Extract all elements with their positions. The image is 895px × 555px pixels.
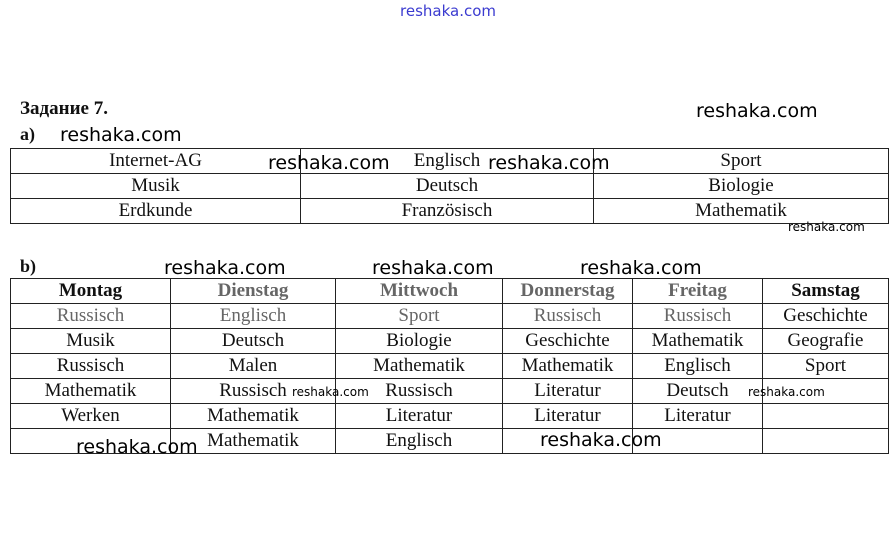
table-cell: Mathematik	[336, 354, 503, 379]
table-cell: Mathematik	[171, 404, 336, 429]
table-cell: Englisch	[336, 429, 503, 454]
table-cell: Russisch	[171, 379, 336, 404]
watermark: reshaka.com	[292, 385, 369, 399]
header-cell: Mittwoch	[336, 279, 503, 304]
watermark: reshaka.com	[76, 436, 198, 458]
watermark: reshaka.com	[540, 429, 662, 451]
table-cell: Sport	[763, 354, 889, 379]
watermark: reshaka.com	[696, 100, 818, 122]
table-cell: Mathematik	[633, 329, 763, 354]
table-cell: Mathematik	[11, 379, 171, 404]
header-cell: Montag	[11, 279, 171, 304]
table-cell: Erdkunde	[11, 199, 301, 224]
table-cell: Russisch	[336, 379, 503, 404]
watermark-top[interactable]: reshaka.com	[400, 2, 496, 20]
table-header-row	[11, 279, 889, 304]
header-cell: Dienstag	[171, 279, 336, 304]
table-cell: Werken	[11, 404, 171, 429]
table-cell: Englisch	[301, 149, 594, 174]
table-cell: Russisch	[11, 304, 171, 329]
header-cell: Freitag	[633, 279, 763, 304]
table-cell: Mathematik	[171, 429, 336, 454]
table-cell: Literatur	[336, 404, 503, 429]
watermark: reshaka.com	[488, 152, 610, 174]
table-cell: Biologie	[594, 174, 889, 199]
table-part-a	[10, 148, 889, 224]
table-cell: Mathematik	[594, 199, 889, 224]
table-cell: Französisch	[301, 199, 594, 224]
table-row	[11, 199, 889, 224]
table-cell: Biologie	[336, 329, 503, 354]
table-cell: Literatur	[503, 379, 633, 404]
table-cell: Literatur	[503, 404, 633, 429]
header-cell: Donnerstag	[503, 279, 633, 304]
part-a-label: а)	[20, 124, 35, 144]
watermark: reshaka.com	[372, 257, 494, 279]
task-title: Задание 7.	[20, 98, 108, 119]
table-cell: Deutsch	[633, 379, 763, 404]
table-cell: Musik	[11, 329, 171, 354]
table-cell: Internet-AG	[11, 149, 301, 174]
table-part-b	[10, 278, 889, 454]
watermark: reshaka.com	[748, 385, 825, 399]
watermark: reshaka.com	[164, 257, 286, 279]
table-cell: Sport	[336, 304, 503, 329]
watermark: reshaka.com	[60, 124, 182, 146]
table-row	[11, 329, 889, 354]
table-cell	[763, 429, 889, 454]
table-cell	[763, 404, 889, 429]
table-row	[11, 404, 889, 429]
table-cell: Deutsch	[171, 329, 336, 354]
table-cell: Sport	[594, 149, 889, 174]
header-cell: Samstag	[763, 279, 889, 304]
table-cell: Englisch	[633, 354, 763, 379]
table-cell: Geschichte	[763, 304, 889, 329]
table-row	[11, 304, 889, 329]
watermark: reshaka.com	[580, 257, 702, 279]
table-cell: Malen	[171, 354, 336, 379]
table-row	[11, 354, 889, 379]
table-row	[11, 149, 889, 174]
watermark: reshaka.com	[268, 152, 390, 174]
table-cell: Geschichte	[503, 329, 633, 354]
part-b-label: b)	[20, 256, 37, 276]
table-cell: Geografie	[763, 329, 889, 354]
table-cell: Deutsch	[301, 174, 594, 199]
table-cell: Russisch	[633, 304, 763, 329]
table-row	[11, 174, 889, 199]
table-cell: Literatur	[633, 404, 763, 429]
table-cell: Mathematik	[503, 354, 633, 379]
table-cell: Musik	[11, 174, 301, 199]
table-cell: Russisch	[503, 304, 633, 329]
table-cell: Russisch	[11, 354, 171, 379]
table-cell: Englisch	[171, 304, 336, 329]
watermark: reshaka.com	[788, 220, 865, 234]
